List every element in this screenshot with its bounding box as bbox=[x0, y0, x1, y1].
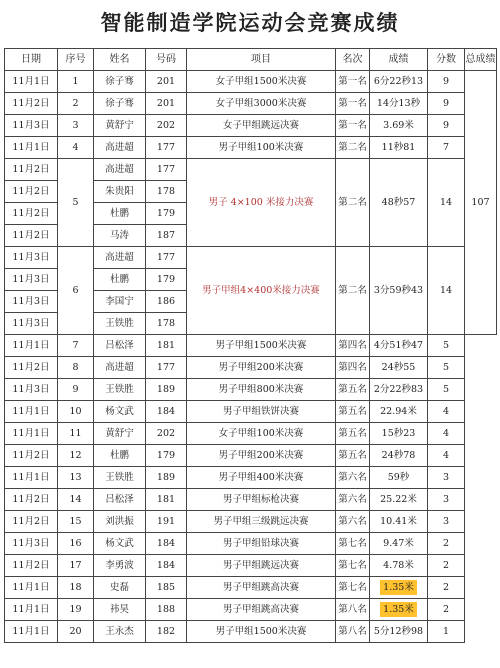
table-row bbox=[5, 71, 497, 93]
cell-date: 11月3日 bbox=[5, 269, 58, 291]
table-row bbox=[5, 115, 497, 137]
cell-no: 4 bbox=[58, 137, 94, 159]
cell-event: 男子 4×100 米接力决赛 bbox=[187, 159, 336, 247]
cell-score: 4 bbox=[428, 445, 465, 467]
cell-rank: 第五名 bbox=[336, 379, 370, 401]
cell-result: 9.47米 bbox=[370, 533, 428, 555]
cell-event: 男子甲组400米决赛 bbox=[187, 467, 336, 489]
header-event: 项目 bbox=[187, 49, 336, 71]
cell-rank: 第五名 bbox=[336, 423, 370, 445]
cell-score: 4 bbox=[428, 401, 465, 423]
cell-result: 22.94米 bbox=[370, 401, 428, 423]
cell-event: 男子甲组铁饼决赛 bbox=[187, 401, 336, 423]
cell-rank: 第五名 bbox=[336, 401, 370, 423]
cell-no: 3 bbox=[58, 115, 94, 137]
cell-name: 杨文武 bbox=[94, 533, 146, 555]
cell-result: 48秒57 bbox=[370, 159, 428, 247]
cell-name: 朱贵阳 bbox=[94, 181, 146, 203]
cell-event: 男子甲组铅球决赛 bbox=[187, 533, 336, 555]
table-row bbox=[5, 467, 497, 489]
cell-no: 19 bbox=[58, 599, 94, 621]
table-row bbox=[5, 489, 497, 511]
header-date: 日期 bbox=[5, 49, 58, 71]
cell-score: 3 bbox=[428, 489, 465, 511]
cell-number: 181 bbox=[146, 489, 187, 511]
cell-number: 184 bbox=[146, 533, 187, 555]
cell-result: 3分59秒43 bbox=[370, 247, 428, 335]
cell-result: 59秒 bbox=[370, 467, 428, 489]
cell-result: 4分51秒47 bbox=[370, 335, 428, 357]
cell-date: 11月3日 bbox=[5, 533, 58, 555]
cell-event: 男子甲组4×400米接力决赛 bbox=[187, 247, 336, 335]
header-row bbox=[5, 49, 497, 71]
cell-result: 14分13秒 bbox=[370, 93, 428, 115]
cell-result: 24秒55 bbox=[370, 357, 428, 379]
cell-score: 2 bbox=[428, 577, 465, 599]
cell-result: 25.22米 bbox=[370, 489, 428, 511]
cell-no: 17 bbox=[58, 555, 94, 577]
cell-date: 11月1日 bbox=[5, 137, 58, 159]
header-no: 序号 bbox=[58, 49, 94, 71]
cell-result: 5分12秒98 bbox=[370, 621, 428, 643]
cell-number: 177 bbox=[146, 159, 187, 181]
cell-name: 杨文武 bbox=[94, 401, 146, 423]
table-row bbox=[5, 401, 497, 423]
cell-name: 祎昊 bbox=[94, 599, 146, 621]
cell-event: 男子甲组100米决赛 bbox=[187, 137, 336, 159]
cell-number: 191 bbox=[146, 511, 187, 533]
cell-name: 李勇波 bbox=[94, 555, 146, 577]
cell-rank: 第二名 bbox=[336, 137, 370, 159]
cell-number: 179 bbox=[146, 445, 187, 467]
cell-date: 11月2日 bbox=[5, 445, 58, 467]
highlighted-result: 1.35米 bbox=[380, 580, 417, 595]
cell-score: 5 bbox=[428, 357, 465, 379]
cell-number: 184 bbox=[146, 401, 187, 423]
page-title: 智能制造学院运动会竞赛成绩 bbox=[100, 10, 400, 35]
cell-rank: 第六名 bbox=[336, 467, 370, 489]
cell-date: 11月2日 bbox=[5, 511, 58, 533]
cell-date: 11月2日 bbox=[5, 225, 58, 247]
cell-date: 11月2日 bbox=[5, 489, 58, 511]
cell-no: 14 bbox=[58, 489, 94, 511]
cell-rank: 第二名 bbox=[336, 247, 370, 335]
cell-rank: 第四名 bbox=[336, 357, 370, 379]
cell-number: 178 bbox=[146, 313, 187, 335]
cell-total: 107 bbox=[465, 71, 497, 335]
cell-event: 男子甲组跳远决赛 bbox=[187, 555, 336, 577]
cell-date: 11月1日 bbox=[5, 577, 58, 599]
cell-date: 11月1日 bbox=[5, 401, 58, 423]
cell-number: 202 bbox=[146, 423, 187, 445]
table-row bbox=[5, 555, 497, 577]
cell-score: 2 bbox=[428, 533, 465, 555]
cell-rank: 第八名 bbox=[336, 621, 370, 643]
cell-name: 杜鹏 bbox=[94, 269, 146, 291]
cell-rank: 第七名 bbox=[336, 533, 370, 555]
cell-result bbox=[370, 599, 428, 621]
cell-score: 3 bbox=[428, 511, 465, 533]
cell-number: 177 bbox=[146, 357, 187, 379]
cell-no: 18 bbox=[58, 577, 94, 599]
cell-date: 11月1日 bbox=[5, 335, 58, 357]
table-row bbox=[5, 137, 497, 159]
cell-no: 6 bbox=[58, 247, 94, 335]
cell-event: 女子甲组1500米决赛 bbox=[187, 71, 336, 93]
cell-name: 王铁胜 bbox=[94, 313, 146, 335]
cell-name: 高进超 bbox=[94, 247, 146, 269]
cell-no: 9 bbox=[58, 379, 94, 401]
cell-score: 1 bbox=[428, 621, 465, 643]
cell-event: 男子甲组1500米决赛 bbox=[187, 335, 336, 357]
cell-rank: 第七名 bbox=[336, 555, 370, 577]
cell-no: 13 bbox=[58, 467, 94, 489]
header-result: 成绩 bbox=[370, 49, 428, 71]
header-rank: 名次 bbox=[336, 49, 370, 71]
cell-name: 王铁胜 bbox=[94, 467, 146, 489]
cell-event: 男子甲组800米决赛 bbox=[187, 379, 336, 401]
cell-score: 9 bbox=[428, 93, 465, 115]
cell-name: 吕松泽 bbox=[94, 335, 146, 357]
cell-name: 史磊 bbox=[94, 577, 146, 599]
cell-name: 吕松泽 bbox=[94, 489, 146, 511]
cell-date: 11月2日 bbox=[5, 357, 58, 379]
cell-result: 4.78米 bbox=[370, 555, 428, 577]
cell-event: 男子甲组跳高决赛 bbox=[187, 599, 336, 621]
cell-result: 2分22秒83 bbox=[370, 379, 428, 401]
cell-no: 16 bbox=[58, 533, 94, 555]
cell-date: 11月2日 bbox=[5, 93, 58, 115]
cell-no: 11 bbox=[58, 423, 94, 445]
cell-date: 11月3日 bbox=[5, 291, 58, 313]
cell-number: 202 bbox=[146, 115, 187, 137]
cell-name: 高进超 bbox=[94, 159, 146, 181]
cell-date: 11月1日 bbox=[5, 423, 58, 445]
cell-rank: 第一名 bbox=[336, 115, 370, 137]
cell-event: 女子甲组100米决赛 bbox=[187, 423, 336, 445]
cell-name: 杜鹏 bbox=[94, 203, 146, 225]
cell-score: 2 bbox=[428, 599, 465, 621]
cell-date: 11月2日 bbox=[5, 203, 58, 225]
cell-number: 188 bbox=[146, 599, 187, 621]
cell-name: 马涛 bbox=[94, 225, 146, 247]
cell-number: 181 bbox=[146, 335, 187, 357]
cell-no: 8 bbox=[58, 357, 94, 379]
cell-result: 24秒78 bbox=[370, 445, 428, 467]
cell-date: 11月3日 bbox=[5, 313, 58, 335]
cell-number: 186 bbox=[146, 291, 187, 313]
cell-result: 3.69米 bbox=[370, 115, 428, 137]
cell-name: 黄舒宁 bbox=[94, 423, 146, 445]
cell-name: 黄舒宁 bbox=[94, 115, 146, 137]
cell-no: 1 bbox=[58, 71, 94, 93]
cell-event: 女子甲组3000米决赛 bbox=[187, 93, 336, 115]
cell-score: 14 bbox=[428, 159, 465, 247]
table-row bbox=[5, 335, 497, 357]
cell-no: 10 bbox=[58, 401, 94, 423]
cell-date: 11月2日 bbox=[5, 159, 58, 181]
cell-rank: 第二名 bbox=[336, 159, 370, 247]
relay-row bbox=[5, 247, 497, 269]
cell-rank: 第六名 bbox=[336, 489, 370, 511]
cell-number: 201 bbox=[146, 93, 187, 115]
cell-event: 男子甲组标枪决赛 bbox=[187, 489, 336, 511]
cell-rank: 第七名 bbox=[336, 577, 370, 599]
cell-name: 徐子骞 bbox=[94, 93, 146, 115]
highlighted-result: 1.35米 bbox=[380, 602, 417, 617]
cell-no: 2 bbox=[58, 93, 94, 115]
cell-no: 12 bbox=[58, 445, 94, 467]
cell-score: 9 bbox=[428, 115, 465, 137]
cell-number: 179 bbox=[146, 269, 187, 291]
cell-score: 5 bbox=[428, 379, 465, 401]
cell-date: 11月3日 bbox=[5, 115, 58, 137]
cell-event: 女子甲组跳远决赛 bbox=[187, 115, 336, 137]
cell-date: 11月3日 bbox=[5, 379, 58, 401]
cell-number: 177 bbox=[146, 247, 187, 269]
cell-rank: 第五名 bbox=[336, 445, 370, 467]
cell-name: 杜鹏 bbox=[94, 445, 146, 467]
cell-rank: 第八名 bbox=[336, 599, 370, 621]
cell-result: 11秒81 bbox=[370, 137, 428, 159]
cell-date: 11月1日 bbox=[5, 621, 58, 643]
table-row bbox=[5, 511, 497, 533]
cell-number: 178 bbox=[146, 181, 187, 203]
cell-score: 7 bbox=[428, 137, 465, 159]
cell-no: 15 bbox=[58, 511, 94, 533]
cell-number: 179 bbox=[146, 203, 187, 225]
cell-score: 5 bbox=[428, 335, 465, 357]
cell-number: 189 bbox=[146, 379, 187, 401]
cell-no: 20 bbox=[58, 621, 94, 643]
header-name: 姓名 bbox=[94, 49, 146, 71]
cell-name: 王永杰 bbox=[94, 621, 146, 643]
cell-date: 11月1日 bbox=[5, 71, 58, 93]
cell-score: 9 bbox=[428, 71, 465, 93]
cell-number: 201 bbox=[146, 71, 187, 93]
table-row bbox=[5, 423, 497, 445]
cell-rank: 第四名 bbox=[336, 335, 370, 357]
cell-rank: 第六名 bbox=[336, 511, 370, 533]
cell-score: 3 bbox=[428, 467, 465, 489]
table-row bbox=[5, 445, 497, 467]
cell-date: 11月2日 bbox=[5, 555, 58, 577]
cell-name: 刘洪振 bbox=[94, 511, 146, 533]
cell-date: 11月3日 bbox=[5, 247, 58, 269]
table-row bbox=[5, 379, 497, 401]
cell-score: 4 bbox=[428, 423, 465, 445]
cell-number: 187 bbox=[146, 225, 187, 247]
cell-number: 189 bbox=[146, 467, 187, 489]
table-row bbox=[5, 577, 497, 599]
table-row bbox=[5, 93, 497, 115]
cell-name: 李国宁 bbox=[94, 291, 146, 313]
cell-result: 6分22秒13 bbox=[370, 71, 428, 93]
cell-score: 14 bbox=[428, 247, 465, 335]
cell-score: 2 bbox=[428, 555, 465, 577]
cell-event: 男子甲组200米决赛 bbox=[187, 445, 336, 467]
cell-date: 11月1日 bbox=[5, 599, 58, 621]
header-total: 总成绩 bbox=[465, 49, 497, 71]
cell-name: 高进超 bbox=[94, 137, 146, 159]
cell-result: 15秒23 bbox=[370, 423, 428, 445]
cell-rank: 第一名 bbox=[336, 71, 370, 93]
relay-row bbox=[5, 159, 497, 181]
cell-event: 男子甲组200米决赛 bbox=[187, 357, 336, 379]
table-row bbox=[5, 357, 497, 379]
table-row bbox=[5, 599, 497, 621]
cell-no: 7 bbox=[58, 335, 94, 357]
cell-number: 182 bbox=[146, 621, 187, 643]
cell-name: 高进超 bbox=[94, 357, 146, 379]
cell-name: 徐子骞 bbox=[94, 71, 146, 93]
cell-rank: 第一名 bbox=[336, 93, 370, 115]
table-row bbox=[5, 533, 497, 555]
table-row bbox=[5, 621, 497, 643]
header-number: 号码 bbox=[146, 49, 187, 71]
cell-date: 11月1日 bbox=[5, 467, 58, 489]
cell-no: 5 bbox=[58, 159, 94, 247]
cell-number: 184 bbox=[146, 555, 187, 577]
cell-number: 177 bbox=[146, 137, 187, 159]
cell-result bbox=[370, 577, 428, 599]
cell-name: 王铁胜 bbox=[94, 379, 146, 401]
cell-date: 11月2日 bbox=[5, 181, 58, 203]
cell-result: 10.41米 bbox=[370, 511, 428, 533]
cell-number: 185 bbox=[146, 577, 187, 599]
cell-event: 男子甲组跳高决赛 bbox=[187, 577, 336, 599]
header-score: 分数 bbox=[428, 49, 465, 71]
results-table bbox=[4, 48, 497, 643]
cell-event: 男子甲组三级跳远决赛 bbox=[187, 511, 336, 533]
cell-event: 男子甲组1500米决赛 bbox=[187, 621, 336, 643]
